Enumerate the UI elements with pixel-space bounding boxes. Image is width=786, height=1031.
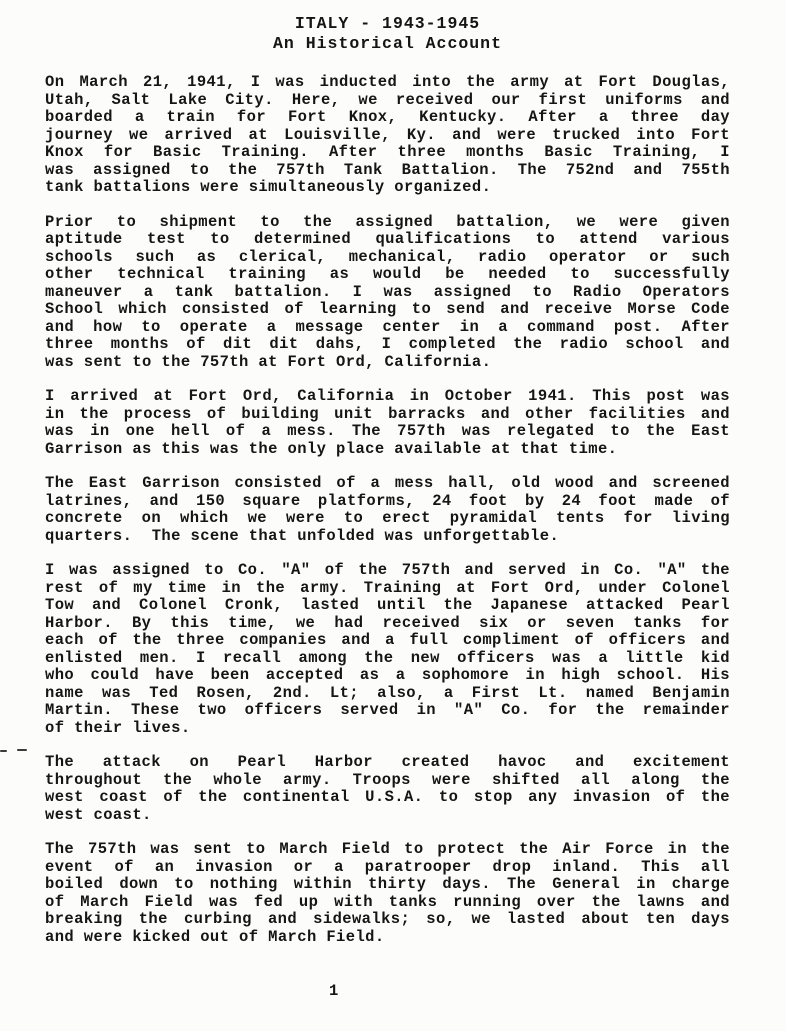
text-line: was assigned to the 757th Tank Battalion. The 752nd and 755th xyxy=(45,160,730,179)
paragraph xyxy=(45,214,730,372)
paragraph xyxy=(45,841,730,946)
text-line: School which consisted of learning to send and receive Morse Code xyxy=(45,300,730,318)
text-line: Martin. These two officers served in "A" Co. for the remainder xyxy=(45,701,730,719)
text-line: I was assigned to Co. "A" of the 757th and served in Co. "A" the xyxy=(45,561,730,579)
text-line: and how to operate a message center in a command post. After xyxy=(45,317,730,336)
text-line: name was Ted Rosen, 2nd. Lt; also, a First Lt. named Benjamin xyxy=(45,683,730,702)
text-line: was sent to the 757th at Fort Ord, California. xyxy=(45,352,492,371)
text-line: Harbor. By this time, we had received six or seven tanks for xyxy=(45,613,730,632)
page-number: 1 xyxy=(329,982,339,1000)
text-line: Knox for Basic Training. After three months Basic Training, I xyxy=(45,143,730,161)
paragraph xyxy=(45,754,730,824)
text-line: Tow and Colonel Cronk, lasted until the Japanese attacked Pearl xyxy=(45,596,730,614)
text-line: rest of my time in the army. Training at Fort Ord, under Colonel xyxy=(45,578,730,597)
text-line: throughout the whole army. Troops were shifted all along the xyxy=(45,770,730,789)
paragraph xyxy=(45,562,730,737)
text-line: other technical training as would be needed to successfully xyxy=(45,265,730,283)
text-line: journey we arrived at Louisville, Ky. and were trucked into Fort xyxy=(45,125,730,144)
text-line: three months of dit dit dahs, I completed the radio school and xyxy=(45,335,730,353)
margin-mark xyxy=(17,749,27,751)
margin-mark xyxy=(0,750,7,752)
text-line: The 757th was sent to March Field to protect the Air Force in the xyxy=(45,840,730,858)
text-line: breaking the curbing and sidewalks; so, we lasted about ten days xyxy=(45,910,730,928)
document-subtitle: An Historical Account xyxy=(273,34,502,53)
text-line: latrines, and 150 square platforms, 24 foot by 24 foot made of xyxy=(45,491,730,510)
text-line: who could have been accepted as a sophomore in high school. His xyxy=(45,666,730,684)
document-content xyxy=(45,14,730,963)
text-line: quarters. The scene that unfolded was unforgettable. xyxy=(45,526,560,545)
paragraph xyxy=(45,388,730,458)
document-title: ITALY - 1943-1945 xyxy=(294,14,481,33)
text-line: tank battalions were simultaneously organized. xyxy=(45,178,492,196)
text-line: enlisted men. I recall among the new officers was a little kid xyxy=(45,648,730,667)
text-line: concrete on which we were to erect pyramidal tents for living xyxy=(45,509,730,527)
text-line: event of an invasion or a paratrooper drop inland. This all xyxy=(45,857,730,876)
text-line: of their lives. xyxy=(45,718,191,737)
document-body xyxy=(45,74,730,946)
paragraph xyxy=(45,74,730,197)
text-line: Garrison as this was the only place available at that time. xyxy=(45,439,618,458)
text-line: Utah, Salt Lake City. Here, we received our first uniforms and xyxy=(45,90,730,109)
text-line: boarded a train for Fort Knox, Kentucky. After a three day xyxy=(45,108,730,126)
text-line: west coast. xyxy=(45,805,152,824)
text-line: was in one hell of a mess. The 757th was relegated to the East xyxy=(45,422,730,440)
text-line: each of the three companies and a full compliment of officers and xyxy=(45,631,730,649)
document-header xyxy=(45,14,730,54)
text-line: aptitude test to determined qualifications to attend various xyxy=(45,230,730,248)
text-line: of March Field was fed up with tanks running over the lawns and xyxy=(45,892,730,911)
text-line: maneuver a tank battalion. I was assigned to Radio Operators xyxy=(45,282,730,301)
text-line: and were kicked out of March Field. xyxy=(45,927,385,946)
text-line: boiled down to nothing within thirty days. The General in charge xyxy=(45,875,730,893)
text-line: in the process of building unit barracks and other facilities and xyxy=(45,404,730,423)
text-line: Prior to shipment to the assigned battalion, we were given xyxy=(45,212,730,231)
text-line: The attack on Pearl Harbor created havoc and excitement xyxy=(45,753,730,771)
text-line: The East Garrison consisted of a mess hall, old wood and screened xyxy=(45,474,730,492)
text-line: west coast of the continental U.S.A. to stop any invasion of the xyxy=(45,788,730,806)
text-line: schools such as clerical, mechanical, radio operator or such xyxy=(45,247,730,266)
text-line: On March 21, 1941, I was inducted into the army at Fort Douglas, xyxy=(45,73,730,91)
text-line: I arrived at Fort Ord, California in October 1941. This post was xyxy=(45,387,730,405)
paragraph xyxy=(45,475,730,545)
